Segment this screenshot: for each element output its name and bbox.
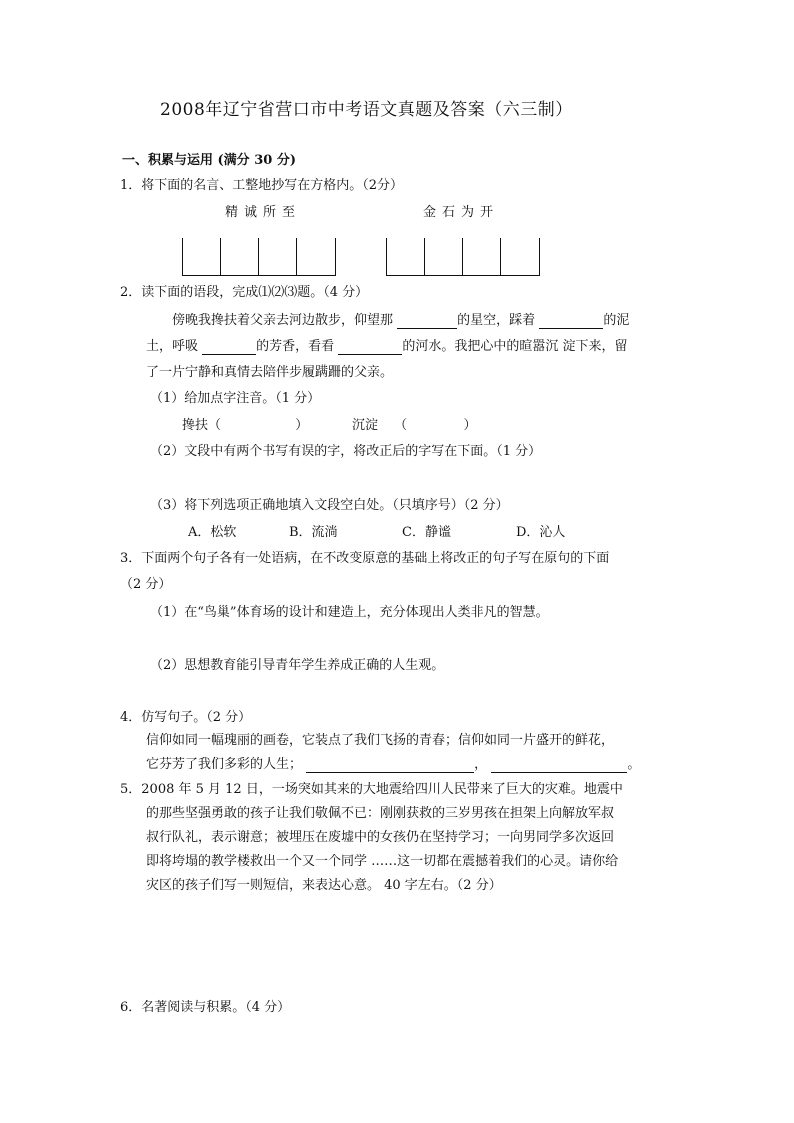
passage-text: 的泥 — [603, 313, 630, 328]
passage-text: 的河水。我把心中的暄嚣沉 淀下来，留 — [402, 339, 628, 354]
question-5-line-3: 叔行队礼，表示谢意；被埋压在废墟中的女孩仍在坚持学习；一向男同学多次返回 — [146, 830, 615, 845]
writing-grid-2[interactable] — [386, 238, 540, 276]
word-label: （ — [394, 418, 408, 433]
pinyin-line-2 — [352, 418, 476, 434]
question-3-stem: 3．下面两个句子各有一处语病，在不改变原意的基础上将改正的句子写在原句的下面 — [120, 551, 610, 566]
option-b: B．流淌 — [289, 525, 338, 540]
option-d: D．沁人 — [516, 525, 566, 540]
question-4-line-2 — [146, 757, 640, 773]
answer-blank[interactable] — [306, 759, 474, 773]
pinyin-line — [182, 418, 308, 434]
passage-text: 土，呼吸 — [146, 339, 199, 354]
passage-line-3: 了一片宁静和真情去陪伴步履蹒跚的父亲。 — [146, 365, 394, 380]
answer-blank[interactable] — [338, 341, 402, 355]
writing-grid-1[interactable] — [182, 238, 336, 276]
word-label: 沉淀 — [352, 418, 379, 433]
word-label: ） — [295, 418, 309, 433]
phrase-2: 金石为开 — [423, 205, 500, 220]
grid-cell — [258, 238, 259, 275]
question-4-stem: 4．仿写句子。（2 分） — [120, 710, 252, 725]
phrase-1: 精诚所至 — [225, 205, 302, 220]
sub-question-1: （1）给加点字注音。（1 分） — [150, 391, 321, 406]
passage-line-1 — [172, 313, 629, 329]
sub-question-2: （2）文段中有两个书写有误的字，将改正后的字写在下面。（1 分） — [150, 444, 542, 459]
grid-cell — [296, 238, 297, 275]
passage-text: 的星空，踩着 — [457, 313, 536, 328]
question-5-line-2: 的那些坚强勇敢的孩子让我们敬佩不已：刚刚获救的三岁男孩在担架上向解放军叔 — [146, 806, 615, 821]
question-4-line-1: 信仰如同一幅瑰丽的画卷，它装点了我们飞扬的青春；信仰如同一片盛开的鲜花， — [146, 733, 615, 748]
word-label: 搀扶（ — [182, 418, 222, 433]
question-6-stem: 6．名著阅读与积累。（4 分） — [120, 1000, 291, 1015]
answer-blank[interactable] — [539, 315, 603, 329]
punct: 。 — [627, 757, 641, 772]
sub-question-3: （3）将下列选项正确地填入文段空白处。（只填序号）（2 分） — [150, 498, 509, 513]
section-heading: 一、积累与运用 (满分 30 分) — [122, 153, 296, 168]
question-2-stem: 2．读下面的语段，完成⑴⑵⑶题。（4 分） — [120, 285, 369, 300]
grid-cell — [220, 238, 221, 275]
passage-text: 傍晚我搀扶着父亲去河边散步，仰望那 — [172, 313, 394, 328]
question-5-line-1: 5．2008 年 5 月 12 日，一场突如其来的大地震给四川人民带来了巨大的灾难。地震中 — [120, 782, 623, 797]
grid-cell — [500, 238, 501, 275]
punct: ， — [474, 757, 488, 772]
answer-blank[interactable] — [491, 759, 627, 773]
passage-line-2 — [146, 339, 627, 355]
question-5-line-4: 即将垮塌的教学楼救出一个又一个同学 ……这一切都在震撼着我们的心灵。请你给 — [146, 854, 619, 869]
option-c: C．静谧 — [402, 525, 451, 540]
answer-blank[interactable] — [397, 315, 457, 329]
sentence-2: （2）思想教育能引导青年学生养成正确的人生观。 — [150, 658, 445, 673]
passage-text: 的芳香，看看 — [256, 339, 335, 354]
prompt-text: 它芬芳了我们多彩的人生； — [146, 757, 303, 772]
option-a: A．松软 — [188, 525, 237, 540]
grid-cell — [424, 238, 425, 275]
word-label: ） — [463, 418, 477, 433]
answer-blank[interactable] — [202, 341, 256, 355]
page-title: 2008年辽宁省营口市中考语文真题及答案（六三制） — [160, 100, 573, 120]
grid-cell — [462, 238, 463, 275]
question-5-line-5: 灾区的孩子们写一则短信，来表达心意。 40 字左右。（2 分） — [146, 878, 502, 893]
question-1-stem: 1．将下面的名言、工整地抄写在方格内。（2分） — [120, 178, 404, 193]
sentence-1: （1）在“鸟巢”体育场的设计和建造上，充分体现出人类非凡的智慧。 — [150, 605, 549, 620]
question-3-score: （2 分） — [120, 577, 172, 592]
